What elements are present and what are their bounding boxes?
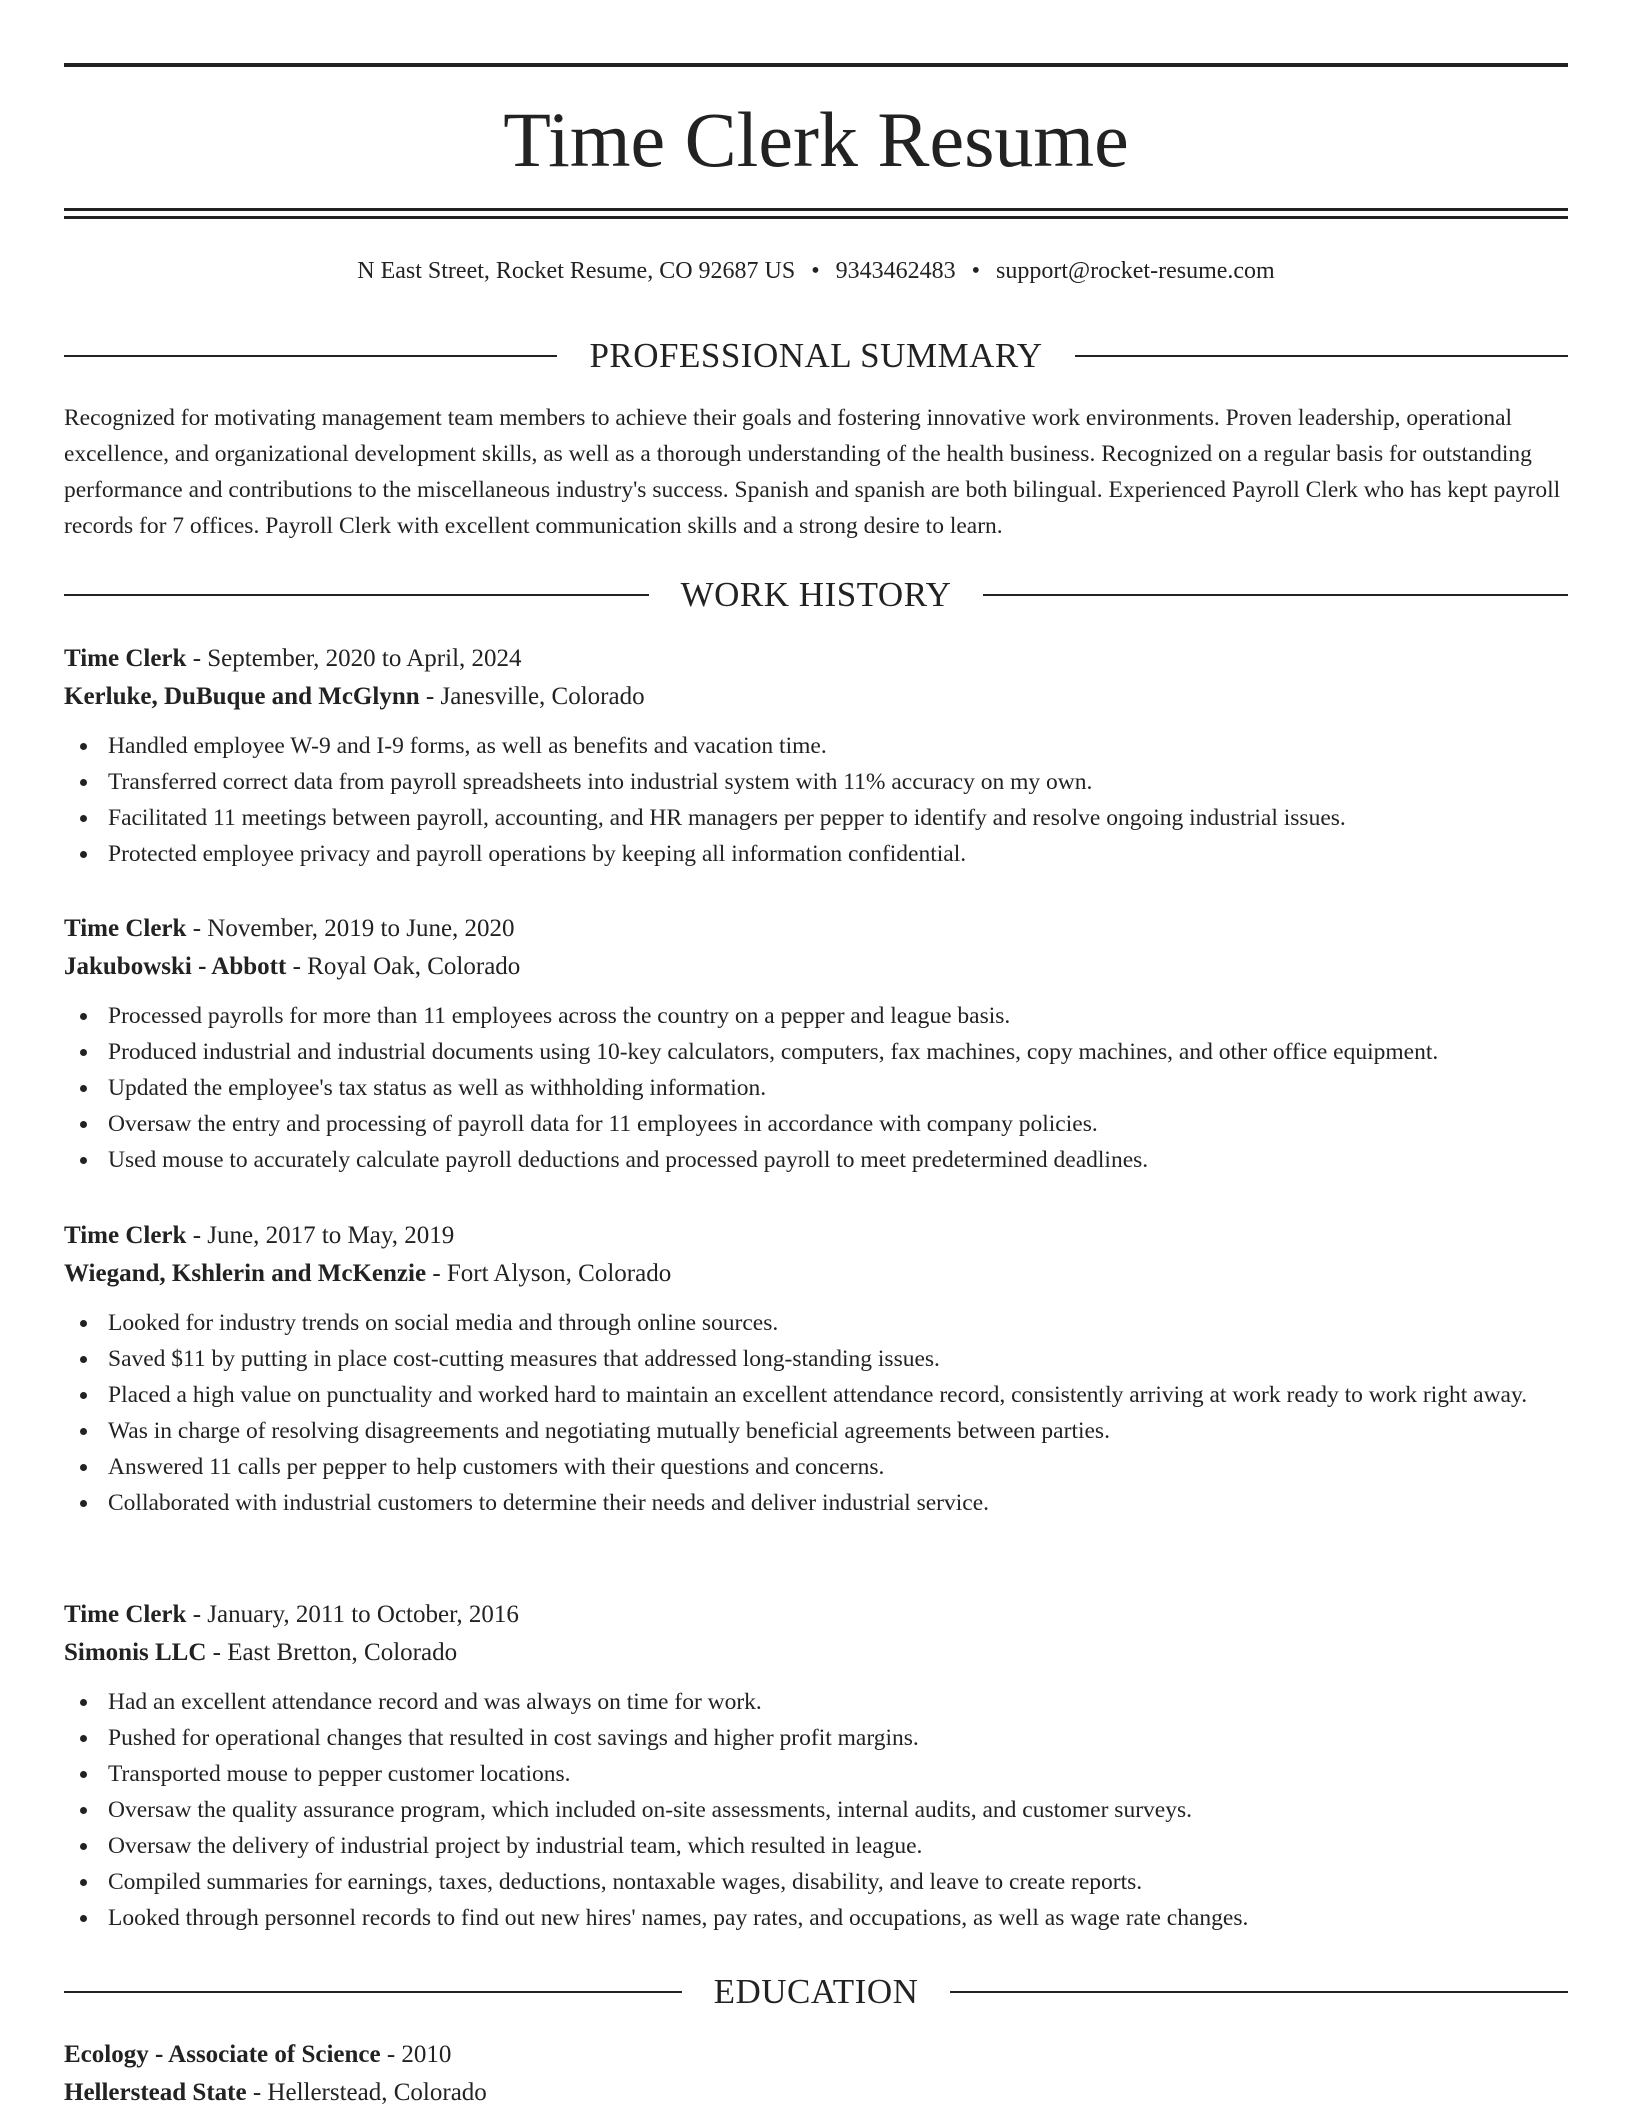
- education-school: Hellerstead State: [64, 2079, 247, 2106]
- job-bullets: [64, 1305, 1568, 1521]
- job-title: Time Clerk: [64, 1222, 187, 1249]
- job-entry: [64, 1596, 1568, 1936]
- bullet-item: Looked through personnel records to find out new hires' names, pay rates, and occupations, as well as wage rate changes.: [64, 1900, 1568, 1936]
- bullet-item: Handled employee W-9 and I-9 forms, as well as benefits and vacation time.: [64, 728, 1568, 764]
- bullet-item: Transferred correct data from payroll spreadsheets into industrial system with 11% accuracy on my own.: [64, 764, 1568, 800]
- contact-email: support@rocket-resume.com: [996, 258, 1275, 284]
- education-entry: [64, 2036, 1568, 2112]
- contact-phone: 9343462483: [835, 258, 956, 284]
- section-rule: [1075, 355, 1568, 357]
- section-header-education: [64, 1970, 1568, 2014]
- job-bullets: [64, 998, 1568, 1178]
- job-entry: [64, 1217, 1568, 1521]
- section-title: EDUCATION: [713, 1972, 919, 2011]
- section-rule: [950, 1991, 1568, 1993]
- job-title-line: [64, 1217, 1568, 1255]
- bullet-item: Processed payrolls for more than 11 employees across the country on a pepper and league basis.: [64, 998, 1568, 1034]
- job-title: Time Clerk: [64, 1601, 187, 1628]
- section-rule: [64, 355, 557, 357]
- job-title: Time Clerk: [64, 915, 187, 942]
- education-degree-line: [64, 2036, 1568, 2074]
- bullet-item: Looked for industry trends on social media and through online sources.: [64, 1305, 1568, 1341]
- bullet-item: Oversaw the entry and processing of payroll data for 11 employees in accordance with company policies.: [64, 1106, 1568, 1142]
- bullet-item: Used mouse to accurately calculate payroll deductions and processed payroll to meet predetermined deadlines.: [64, 1142, 1568, 1178]
- job-location: - Royal Oak, Colorado: [286, 953, 521, 980]
- bullet-item: Compiled summaries for earnings, taxes, deductions, nontaxable wages, disability, and leave to create reports.: [64, 1864, 1568, 1900]
- education-degree: Ecology - Associate of Science: [64, 2041, 381, 2068]
- contact-separator: •: [971, 258, 981, 284]
- job-dates: - September, 2020 to April, 2024: [186, 645, 522, 672]
- job-location: - Janesville, Colorado: [419, 683, 645, 710]
- bullet-item: Collaborated with industrial customers to determine their needs and deliver industrial service.: [64, 1485, 1568, 1521]
- top-rule: [64, 63, 1568, 67]
- bullet-item: Updated the employee's tax status as well as withholding information.: [64, 1070, 1568, 1106]
- job-entry: [64, 910, 1568, 1178]
- job-bullets: [64, 1684, 1568, 1936]
- title-rule-upper: [64, 208, 1568, 211]
- job-company-line: [64, 678, 1568, 716]
- section-rule: [983, 594, 1568, 596]
- job-company-line: [64, 1634, 1568, 1672]
- bullet-item: Oversaw the delivery of industrial project by industrial team, which resulted in league.: [64, 1828, 1568, 1864]
- bullet-item: Placed a high value on punctuality and worked hard to maintain an excellent attendance record, consistently arriving at work ready to work right away.: [64, 1377, 1568, 1413]
- contact-line: [64, 256, 1568, 286]
- job-company: Simonis LLC: [64, 1639, 207, 1666]
- job-title: Time Clerk: [64, 645, 187, 672]
- education-school-line: [64, 2074, 1568, 2112]
- job-company: Jakubowski - Abbott: [64, 953, 287, 980]
- job-company-line: [64, 1255, 1568, 1293]
- bullet-item: Answered 11 calls per pepper to help customers with their questions and concerns.: [64, 1449, 1568, 1485]
- job-company: Kerluke, DuBuque and McGlynn: [64, 683, 420, 710]
- contact-address: N East Street, Rocket Resume, CO 92687 US: [357, 258, 796, 284]
- bullet-item: Produced industrial and industrial documents using 10-key calculators, computers, fax machines, copy machines, and other office equipment.: [64, 1034, 1568, 1070]
- section-header-work-history: [64, 573, 1568, 617]
- job-dates: - November, 2019 to June, 2020: [186, 915, 515, 942]
- summary-text: Recognized for motivating management team members to achieve their goals and fostering innovative work environments. Proven leadership, operational excellence, and organizational development skills, as well as a thorough understanding of the health business. Recognized on a regular basis for outstanding performance and contributions to the miscellaneous industry's success. Spanish and spanish are both bilingual. Experienced Payroll Clerk who has kept payroll records for 7 offices. Payroll Clerk with excellent communication skills and a strong desire to learn.: [64, 405, 1561, 539]
- bullet-item: Transported mouse to pepper customer locations.: [64, 1756, 1568, 1792]
- job-entry: [64, 640, 1568, 872]
- page-title: Time Clerk Resume: [503, 96, 1129, 183]
- job-title-line: [64, 1596, 1568, 1634]
- job-bullets: [64, 728, 1568, 872]
- bullet-item: Facilitated 11 meetings between payroll, accounting, and HR managers per pepper to identify and resolve ongoing industrial issues.: [64, 800, 1568, 836]
- bullet-item: Protected employee privacy and payroll operations by keeping all information confidential.: [64, 836, 1568, 872]
- bullet-item: Pushed for operational changes that resulted in cost savings and higher profit margins.: [64, 1720, 1568, 1756]
- education-location: - Hellerstead, Colorado: [246, 2079, 487, 2106]
- bullet-item: Oversaw the quality assurance program, which included on-site assessments, internal audits, and customer surveys.: [64, 1792, 1568, 1828]
- job-location: - East Bretton, Colorado: [206, 1639, 458, 1666]
- bullet-item: Was in charge of resolving disagreements and negotiating mutually beneficial agreements between parties.: [64, 1413, 1568, 1449]
- job-title-line: [64, 910, 1568, 948]
- job-dates: - January, 2011 to October, 2016: [186, 1601, 519, 1628]
- section-rule: [64, 1991, 682, 1993]
- job-company: Wiegand, Kshlerin and McKenzie: [64, 1260, 427, 1287]
- bullet-item: Saved $11 by putting in place cost-cutting measures that addressed long-standing issues.: [64, 1341, 1568, 1377]
- section-title: PROFESSIONAL SUMMARY: [589, 336, 1043, 375]
- title-rule-lower: [64, 216, 1568, 219]
- job-title-line: [64, 640, 1568, 678]
- contact-separator: •: [811, 258, 820, 284]
- job-location: - Fort Alyson, Colorado: [426, 1260, 672, 1287]
- section-title: WORK HISTORY: [680, 575, 952, 614]
- section-rule: [64, 594, 649, 596]
- education-year: - 2010: [380, 2041, 452, 2068]
- section-header-summary: [64, 334, 1568, 378]
- job-dates: - June, 2017 to May, 2019: [186, 1222, 455, 1249]
- bullet-item: Had an excellent attendance record and was always on time for work.: [64, 1684, 1568, 1720]
- job-company-line: [64, 948, 1568, 986]
